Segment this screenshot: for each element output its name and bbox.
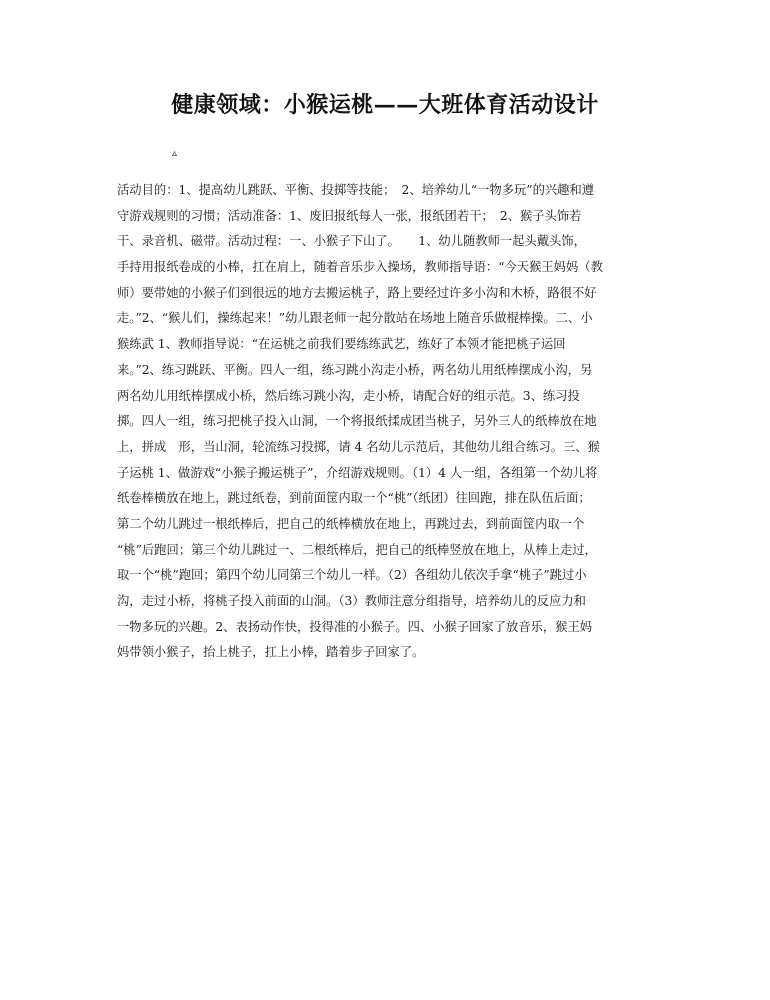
body-line: 纸卷棒横放在地上，跳过纸卷，到前面筐内取一个“桃”（纸团）往回跑，排在队伍后面； <box>117 491 591 506</box>
body-line: 来。”2、练习跳跃、平衡。四人一组，练习跳小沟走小桥，两名幼儿用纸棒摆成小沟，另 <box>117 362 593 377</box>
body-line: 子运桃 1、做游戏“小猴子搬运桃子”，介绍游戏规则。（1）4 人一组，各组第一个幼儿将 <box>117 465 598 480</box>
body-line: 师）要带她的小猴子们到很远的地方去搬运桃子，路上要经过许多小沟和木桥，路很不好 <box>117 285 597 300</box>
body-line: 猴练武 1、教师指导说：“在运桃之前我们要练练武艺，练好了本领才能把桃子运回 <box>117 337 566 352</box>
triangle-marker-icon: ▵ <box>172 148 178 159</box>
body-line: 手持用报纸卷成的小棒，扛在肩上，随着音乐步入操场，教师指导语：“今天猴王妈妈（教 <box>117 260 603 275</box>
body-line: 活动目的：1、提高幼儿跳跃、平衡、投掷等技能； 2、培养幼儿“一物多玩”的兴趣和遵 <box>117 183 595 197</box>
body-line: “桃”后跑回；第三个幼儿跳过一、二根纸棒后，把自己的纸棒竖放在地上，从棒上走过， <box>117 542 597 557</box>
body-paragraph <box>117 178 657 666</box>
body-line: 取一个“桃”跑回；第四个幼儿同第三个幼儿一样。（2）各组幼儿依次手拿“桃子”跳过小 <box>117 568 587 583</box>
body-line: 两名幼儿用纸棒摆成小桥，然后练习跳小沟，走小桥，请配合好的组示范。3、练习投 <box>117 388 580 403</box>
body-line: 第二个幼儿跳过一根纸棒后，把自己的纸棒横放在地上，再跳过去，到前面筐内取一个 <box>117 516 585 531</box>
body-line: 沟，走过小桥，将桃子投入前面的山洞。（3）教师注意分组指导，培养幼儿的反应力和 <box>117 594 586 608</box>
body-line: 干、录音机、磁带。活动过程：一、小猴子下山了。 1、幼儿随教师一起头戴头饰， <box>117 234 586 249</box>
body-line: 守游戏规则的习惯；活动准备：1、废旧报纸每人一张，报纸团若干； 2、猴子头饰若 <box>117 208 582 223</box>
body-line: 掷。四人一组，练习把桃子投入山洞，一个将报纸揉成团当桃子，另外三人的纸棒放在地 <box>117 414 597 429</box>
body-line: 走。”2、“猴儿们，操练起来！”幼儿跟老师一起分散站在场地上随音乐做棍棒操。二、小 <box>117 311 593 326</box>
body-line: 上，拼成 形，当山洞，轮流练习投掷，请 4 名幼儿示范后，其他幼儿组合练习。三、猴 <box>117 439 600 454</box>
document-title: 健康领域：小猴运桃——大班体育活动设计 <box>171 92 599 118</box>
body-line: 妈带领小猴子，抬上桃子，扛上小棒，踏着步子回家了。 <box>117 645 425 660</box>
body-line: 一物多玩的兴趣。2、表扬动作快，投得准的小猴子。四、小猴子回家了放音乐，猴王妈 <box>117 619 593 634</box>
